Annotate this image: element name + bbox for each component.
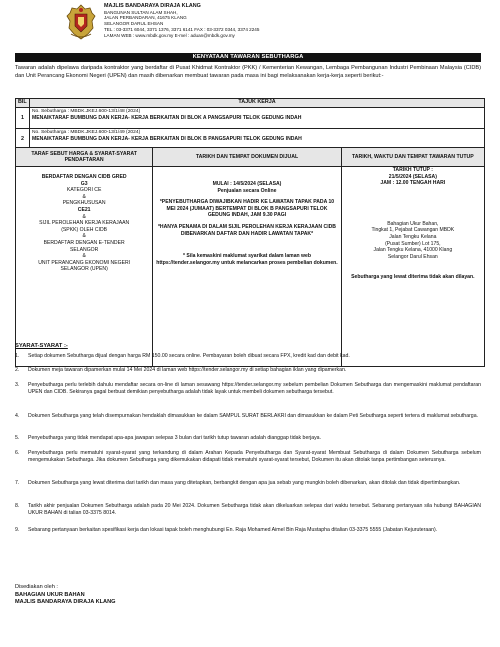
address-line: Tingkat 1, Pejabat Cawangan MBDK [371, 227, 455, 234]
item-number: 4. [15, 413, 20, 419]
header-tajuk: TAJUK KERJA [30, 99, 485, 108]
closing-address [344, 221, 482, 261]
reg-line: SIJIL PEROLEHAN KERJA KERAJAAN [39, 220, 130, 227]
sale-date: MULAI : 14/5/2024 (SELASA) [212, 181, 282, 187]
table-row [16, 167, 485, 367]
reg-line: KATEGORI CE [66, 187, 102, 194]
reg-line: G3 [80, 180, 88, 187]
item-text: Tarikh akhir penjualan Dokumen Sebutharga adalah pada 20 Mei 2024. Dokumen Sebutharga tidak akan dikeluarkan selepas dari waktu tersebut. Sebarang pertanyaan sila hubungi BAHAGIAN UKUR BAHAN di talian 03-3375 8014. [28, 503, 481, 516]
signature-organization: MAJLIS BANDARAYA DIRAJA KLANG [15, 599, 116, 606]
reg-line: BERDAFTAR DENGAN E-TENDER [43, 239, 125, 246]
conditions-heading: SYARAT-SYARAT :- [15, 343, 68, 349]
item-number: 5. [15, 435, 20, 441]
item-text: Dokumen Sebutharga yang lewat diterima dari tarikh dan masa yang ditetapkan, berbangkit dengan apa jua sebab yang mungkin boleh dibenarkan, akan ditolak dan tidak dipertimbangkan. [28, 480, 461, 486]
reg-line: & [82, 253, 86, 260]
work-title: MENAIKTARAF BUMBUNG DAN KERJA- KERJA BERKAITAN DI BLOK A PANGSAPURI TELOK GEDUNG INDAH [32, 115, 302, 121]
closing-label: TARIKH TUTUP : [392, 167, 433, 173]
table-header-row [16, 99, 485, 108]
reg-line: CE21 [77, 206, 91, 213]
phone-line: TEL : 03-3371 6044, 3371 1376, 3371 6141 FAX : 03-3372 0344, 3374 2245 [104, 26, 260, 32]
sale-cell [153, 167, 341, 367]
address-line: Selangor Darul Ehsan [387, 253, 438, 260]
item-text: Setiap dokumen Sebutharga dijual dengan harga RM 150.00 secara online. Pembayaran boleh dibuat secara FPX, kredit kad dan debit kad. [28, 353, 350, 359]
reg-line: UNIT PERANCANG EKONOMI NEGERI [38, 259, 131, 266]
item-text: Penyebutharga perlu terlebih dahulu mendaftar secara on-line di laman sesawang https://tender.selangor.my sebelum pembelian Dokumen Sebutharga dan mengemaskini maklumat pendaftaran UPEN dan CIDB. Sekiranya gagal berbuat demikian penyebutharga adalah tidak layak untuk membeli dokumen sebutharga tersebut. [28, 382, 481, 395]
cidb-note: *HANYA PENAMA DI DALAM SIJIL PEROLEHAN KERJA KERAJAAN CIDB DIBENARKAN DAFTAR DAN HADIR LAWATAN TAPAK* [157, 223, 336, 237]
signature-block [15, 584, 116, 607]
web-line: LAMAN WEB : www.mbdk.gov.my E-mel : aduan@mbdk.gov.my [104, 32, 235, 38]
closing-cell [341, 167, 484, 367]
notice-banner: KENYATAAN TAWARAN SEBUTHARGA [15, 53, 481, 62]
address-line: (Pusat Sumber) Lot 175, [385, 240, 441, 247]
row-number: 2 [16, 129, 30, 150]
item-text: Sebarang pertanyaan berkaitan spesifikasi kerja dan lokasi tapak boleh menghubungi En. Raja Mohamed Aimel Bin Raja Mustapha ditalian 03-3375 5555 (Jabatan Kejuruteraan). [28, 527, 438, 533]
address-line: JALAN PERBANDARAN, 41675 KLANG [104, 15, 187, 21]
reg-line: SELANGOR [69, 246, 99, 253]
address-line: Jalan Tengku Kelana [389, 233, 437, 240]
reg-line: & [82, 233, 86, 240]
item-text: Dokumen Sebutharga yang telah disempurnakan hendaklah dimasukkan ke dalam SAMPUL SURAT BERLAKRI dan dimasukkan ke dalam Peti Sebutharga seperti tertera di maklumat sebutharga. [28, 413, 479, 419]
item-number: 9. [15, 527, 20, 533]
closing-time: JAM : 12.00 TENGAH HARI [380, 180, 446, 187]
header-registration: TARAF SEBUT HARGA & SYARAT-SYARAT PENDAFTARAN [16, 148, 153, 167]
reg-line: BERDAFTAR DENGAN CIDB GRED [41, 174, 127, 180]
address-line: Jalan Tengku Kelana, 41000 Klang [373, 247, 453, 254]
details-table [15, 147, 485, 367]
reg-line: (SPKK) OLEH CIDB [61, 226, 108, 233]
signature-intro: Disediakan oleh : [15, 584, 58, 590]
site-visit-note: *PENYEBUTHARGA DIWAJIBKAN HADIR KE LAWATAN TAPAK PADA 10 MEI 2024 (JUMAAT) BERTEMPAT DI BLOK B PANGSAPURI TELOK GEDUNG INDAH, JAM 9.30 PAGI [159, 199, 335, 219]
item-text: Penyebutharga perlu mematuhi syarat-syarat yang terkandung di dalam Arahan Kepada Penyebutharga dan Syarat-syarat Membuat Sebutharga di dalam Dokumen Sebutharga sebelum mengemukakan Sebutharga. Jika dokumen Sebutharga yang dikemukakan didapati tidak mematuhi syarat-syarat tersebut, Dokumen itu akan ditolak tanpa pertimbangan seterusnya. [28, 450, 481, 463]
address-line: SELANGOR DARUL EHSAN [104, 21, 164, 27]
table-row [16, 108, 485, 129]
address-line: Bahagian Ukur Bahan, [387, 220, 439, 227]
late-note: Sebutharga yang lewat diterima tidak akan dilayan. [351, 274, 475, 281]
item-number: 8. [15, 503, 20, 509]
item-number: 6. [15, 450, 20, 456]
item-number: 7. [15, 480, 20, 486]
address-line: BANGUNAN SULTAN ALAM SHAH, [104, 9, 178, 15]
item-number: 3. [15, 382, 20, 388]
reg-line: & [82, 193, 86, 200]
signature-department: BAHAGIAN UKUR BAHAN [15, 591, 85, 598]
item-text: Penyebutharga yang tidak mendapat apa-apa jawapan selepas 3 bulan dari tarikh tutup tawaran adalah dianggap tidak berjaya. [28, 435, 322, 441]
header-sale: TARIKH DAN TEMPAT DOKUMEN DIJUAL [153, 148, 341, 167]
work-title: MENAIKTARAF BUMBUNG DAN KERJA- KERJA BERKAITAN DI BLOK B PANGSAPURI TELOK GEDUNG INDAH [32, 136, 302, 142]
item-number: 1. [15, 353, 20, 359]
reg-line: SELANGOR (UPEN) [60, 266, 108, 273]
org-name: MAJLIS BANDARAYA DIRAJA KLANG [104, 3, 201, 9]
work-cell [30, 108, 485, 129]
item-text: Dokumen meja tawaran dipamerkan mulai 14 Mei 2024 di laman web https://tender.selangor.my di setiap bahagian iklan yang dipamerkan. [28, 367, 347, 373]
update-note: * Sila kemaskini maklumat syarikat dalam laman web https://tender.selangor.my untuk melancarkan proses pembelian dokumen. [156, 253, 338, 266]
header-bil: BIL [16, 99, 30, 108]
reg-line: & [82, 213, 86, 220]
closing-date: 21/5/2024 (SELASA) [388, 173, 437, 180]
item-number: 2. [15, 367, 20, 373]
table-header-row [16, 148, 485, 167]
intro-paragraph: Tawaran adalah dipelawa daripada kontraktor yang berdaftar di Pusat Khidmat Kontraktor (PKK) / Kementerian Kewangan, Lembaga Pembangunan Industri Pembinaan Malaysia (CIDB) dan Unit Perancang Ekonomi Negeri (UPEN) dan masih dibenarkan membuat tawaran pada masa ini bagi melaksanakan kerja-kerja seperti berikut:- [15, 65, 481, 79]
reg-line: PENGKHUSUSAN [62, 200, 106, 207]
row-number: 1 [16, 108, 30, 129]
letterhead [104, 4, 259, 38]
quotation-ref: No. Sebutharga : MBDK.JKEJ.600-13/1/49 (2024) [32, 130, 141, 135]
registration-cell [16, 167, 153, 367]
sale-mode: Penjualan secara Online [217, 187, 277, 194]
header-closing: TARIKH, WAKTU DAN TEMPAT TAWARAN TUTUP [341, 148, 484, 167]
works-table [15, 98, 485, 150]
mbdk-crest-logo [66, 4, 96, 40]
quotation-ref: No. Sebutharga : MBDK.JKEJ.600-13/1/48 (2024) [32, 109, 141, 114]
